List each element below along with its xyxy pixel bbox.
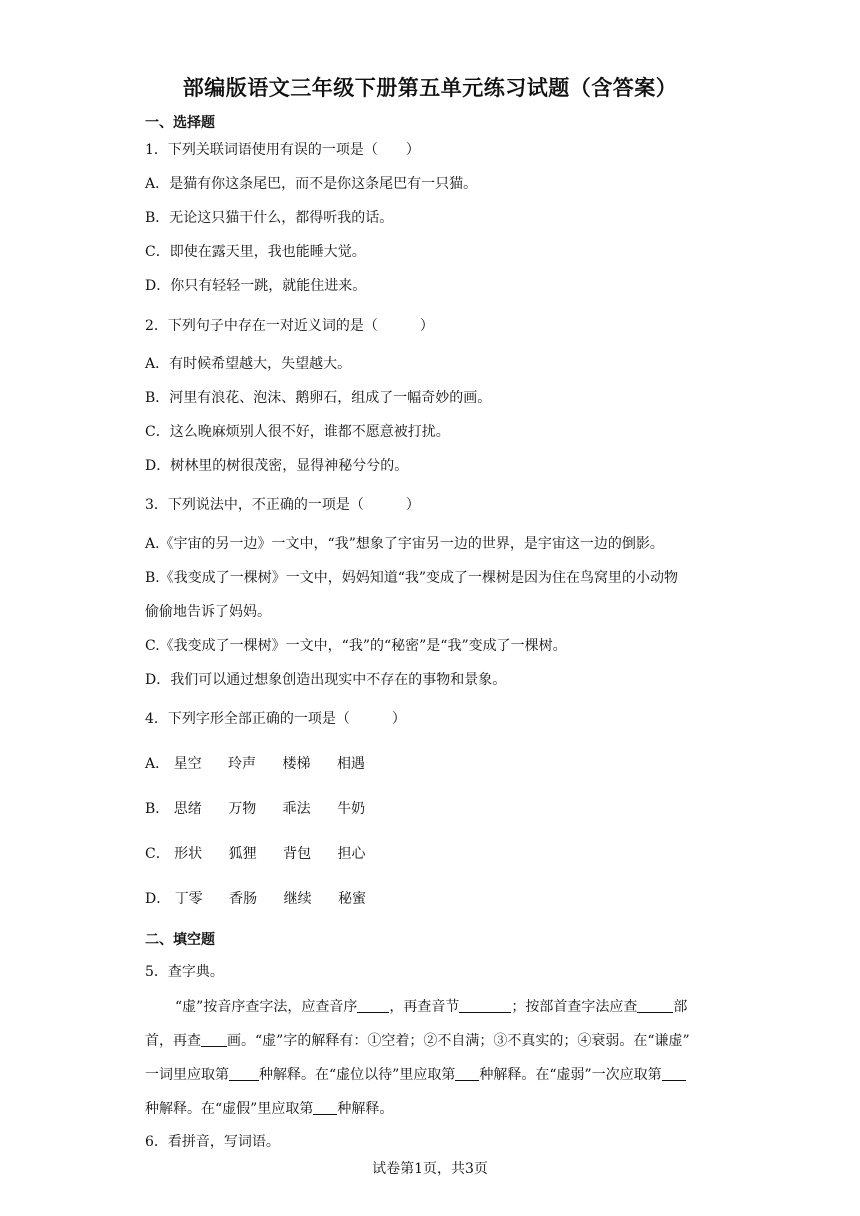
answer-blank[interactable] [229, 1066, 259, 1081]
question-1-option-b: B．无论这只猫干什么，都得听我的话。 [145, 210, 394, 226]
question-2-option-c: C．这么晚麻烦别人很不好，谁都不愿意被打扰。 [145, 424, 450, 440]
question-5-line-3 [145, 1065, 686, 1085]
word: 万物 [228, 801, 257, 817]
question-5-stem: 5．查字典。 [145, 964, 224, 980]
question-3-option-b-cont: 偷偷地告诉了妈妈。 [145, 604, 271, 620]
question-4-stem: 4．下列字形全部正确的一项是（ ） [145, 711, 406, 727]
word: 形状 [174, 846, 203, 862]
question-4-option-b [145, 799, 387, 819]
question-4-option-a [145, 754, 387, 774]
question-5-line-2 [145, 1031, 690, 1051]
question-2-option-d: D．树林里的树很茂密，显得神秘兮兮的。 [145, 458, 409, 474]
text: 种解释。在“虚位以待”里应取第 [259, 1067, 456, 1083]
question-1-option-a: A．是猫有你这条尾巴，而不是你这条尾巴有一只猫。 [145, 176, 478, 192]
page-footer: 试卷第1页，共3页 [372, 1161, 488, 1177]
text: ，再查音节 [389, 999, 460, 1015]
question-3-option-d: D．我们可以通过想象创造出现实中不存在的事物和景象。 [145, 672, 507, 688]
text: 种解释。在“虚假”里应取第 [145, 1101, 314, 1117]
question-1-option-c: C．即使在露天里，我也能睡大觉。 [145, 244, 366, 260]
option-label: A． [145, 756, 170, 772]
option-label: D． [145, 891, 171, 907]
question-3-option-b: B.《我变成了一棵树》一文中，妈妈知道“我”变成了一棵树是因为住在鸟窝里的小动物 [145, 570, 679, 586]
question-5-line-4 [145, 1099, 393, 1119]
answer-blank[interactable] [357, 998, 389, 1013]
word: 乖法 [282, 801, 311, 817]
text: 部 [673, 999, 688, 1015]
word: 狐狸 [228, 846, 257, 862]
text: 种解释。在“虚弱”一次应取第 [479, 1067, 662, 1083]
word: 丁零 [174, 891, 203, 907]
question-1-stem: 1．下列关联词语使用有误的一项是（ ） [145, 142, 420, 158]
text: 首，再查 [145, 1033, 201, 1049]
question-4-option-d [145, 889, 388, 909]
text: 种解释。 [337, 1101, 394, 1117]
answer-blank[interactable] [455, 1066, 479, 1081]
question-6-stem: 6．看拼音，写词语。 [145, 1134, 280, 1150]
question-3-option-c: C.《我变成了一棵树》一文中，“我”的“秘密”是“我”变成了一棵树。 [145, 638, 567, 654]
word: 星空 [173, 756, 202, 772]
page-title: 部编版语文三年级下册第五单元练习试题（含答案） [182, 76, 678, 100]
word: 担心 [337, 846, 366, 862]
option-label: B． [145, 801, 170, 817]
word: 牛奶 [337, 801, 366, 817]
word: 继续 [283, 891, 312, 907]
question-2-stem: 2．下列句子中存在一对近义词的是（ ） [145, 318, 434, 334]
question-3-option-a: A.《宇宙的另一边》一文中，“我”想象了宇宙另一边的世界，是宇宙这一边的倒影。 [145, 536, 664, 552]
word: 玲声 [228, 756, 257, 772]
text: “虚”按音序查字法，应查音序 [175, 999, 358, 1015]
text: ；按部首查字法应查 [511, 999, 638, 1015]
section-heading-choice: 一、选择题 [145, 115, 215, 131]
word: 香肠 [229, 891, 258, 907]
section-heading-fill: 二、填空题 [145, 932, 215, 948]
answer-blank[interactable] [459, 998, 511, 1013]
word: 楼梯 [282, 756, 311, 772]
text: 画。“虚”字的解释有：①空着；②不自满；③不真实的；④衰弱。在“谦虚” [227, 1033, 690, 1049]
question-5-line-1 [175, 997, 687, 1017]
word: 秘蜜 [338, 891, 367, 907]
question-2-option-b: B．河里有浪花、泡沫、鹅卵石，组成了一幅奇妙的画。 [145, 390, 492, 406]
answer-blank[interactable] [637, 998, 673, 1013]
answer-blank[interactable] [662, 1066, 686, 1081]
text: 一词里应取第 [145, 1067, 229, 1083]
word: 思绪 [173, 801, 202, 817]
option-label: C． [145, 846, 170, 862]
question-1-option-d: D．你只有轻轻一跳，就能住进来。 [145, 278, 367, 294]
question-2-option-a: A．有时候希望越大，失望越大。 [145, 356, 352, 372]
question-3-stem: 3．下列说法中，不正确的一项是（ ） [145, 497, 420, 513]
question-4-option-c [145, 844, 388, 864]
answer-blank[interactable] [201, 1032, 227, 1047]
answer-blank[interactable] [313, 1100, 337, 1115]
word: 相遇 [336, 756, 365, 772]
word: 背包 [283, 846, 312, 862]
